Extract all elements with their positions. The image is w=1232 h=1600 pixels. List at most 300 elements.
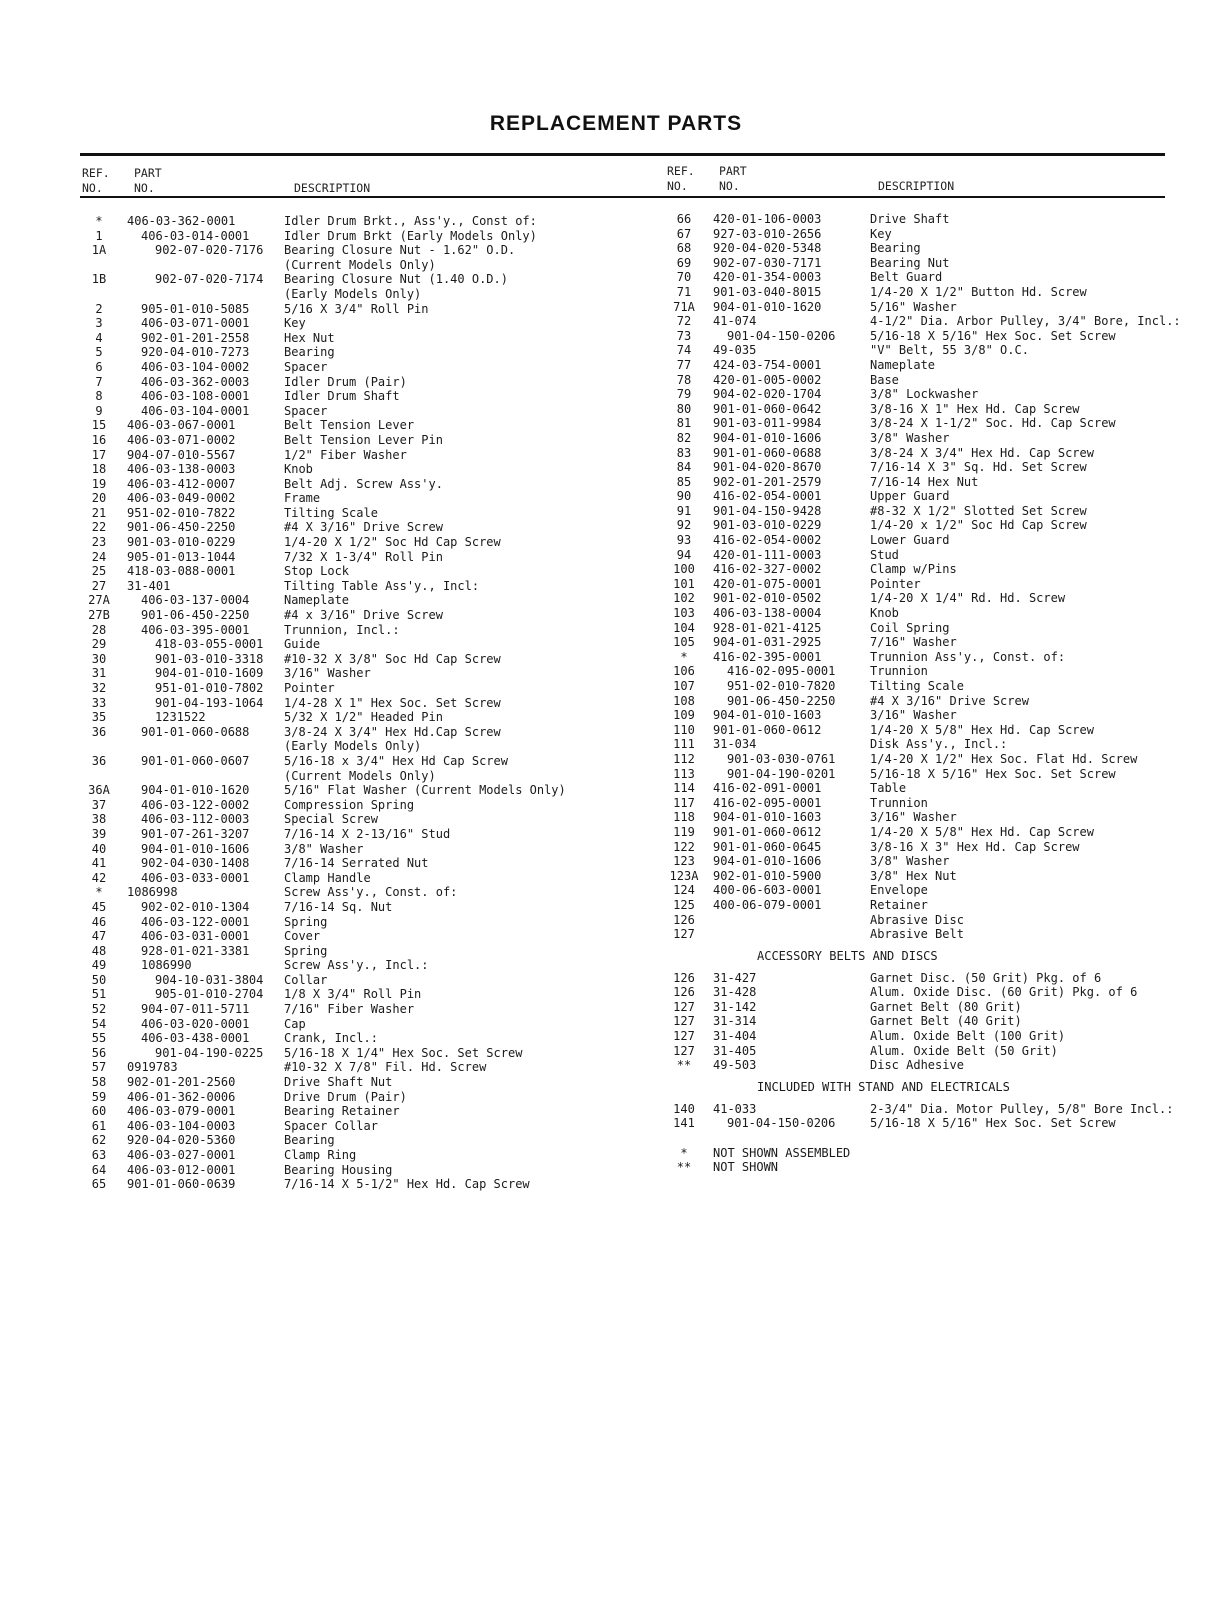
table-row (82, 360, 642, 375)
table-row (82, 769, 642, 784)
part-description: #4 X 3/16" Drive Screw (284, 520, 443, 535)
part-number: 49-035 (713, 343, 757, 358)
ref-number: 126 (673, 912, 695, 927)
ref-number: 48 (91, 943, 107, 958)
part-description: #10-32 X 7/8" Fil. Hd. Screw (284, 1060, 487, 1075)
part-description: Belt Tension Lever (284, 418, 415, 433)
table-row (665, 329, 1210, 344)
part-number: 31-034 (713, 737, 757, 752)
spacer (665, 1131, 1210, 1146)
table-row (82, 1119, 642, 1134)
table-row (665, 694, 1210, 709)
part-description: 3/8-24 X 3/4" Hex Hd. Cap Screw (870, 445, 1094, 460)
ref-number: 112 (673, 751, 695, 766)
ref-number: 127 (673, 1014, 695, 1029)
part-description: Pointer (870, 576, 921, 591)
ref-number: 36A (88, 783, 110, 798)
part-number: 901-04-150-9428 (713, 503, 822, 518)
ref-number: 90 (676, 489, 692, 504)
ref-number: 22 (91, 520, 107, 535)
part-number: 927-03-010-2656 (713, 226, 822, 241)
table-row (82, 987, 642, 1002)
ref-number: 140 (673, 1101, 695, 1116)
table-row (665, 1014, 1210, 1029)
table-row (82, 302, 642, 317)
part-number: 406-03-014-0001 (141, 228, 250, 243)
part-description: 3/16" Washer (284, 666, 371, 681)
part-number: 424-03-754-0001 (713, 357, 822, 372)
part-description: 2-3/4" Dia. Motor Pulley, 5/8" Bore Incl.: (870, 1101, 1174, 1116)
ref-number: 45 (91, 899, 107, 914)
table-row (665, 869, 1210, 884)
ref-number: 127 (673, 1043, 695, 1058)
part-description: "V" Belt, 55 3/8" O.C. (870, 343, 1029, 358)
ref-number: 37 (91, 797, 107, 812)
table-row (665, 635, 1210, 650)
part-description: Alum. Oxide Belt (50 Grit) (870, 1043, 1058, 1058)
ref-number: 61 (91, 1118, 107, 1133)
part-number: 406-03-104-0003 (127, 1118, 236, 1133)
ref-number: 38 (91, 812, 107, 827)
ref-number: 59 (91, 1089, 107, 1104)
part-description: Clamp w/Pins (870, 562, 957, 577)
table-row (665, 489, 1210, 504)
part-number: 904-01-010-1606 (713, 854, 822, 869)
ref-number: 5 (95, 345, 103, 360)
table-row (665, 562, 1210, 577)
part-description: Cap (284, 1016, 306, 1031)
part-number: 1086998 (127, 885, 178, 900)
table-row (82, 331, 642, 346)
part-description: Bearing (284, 1133, 335, 1148)
table-row (82, 725, 642, 740)
ref-number: 41 (91, 856, 107, 871)
part-number: 905-01-013-1044 (127, 549, 236, 564)
ref-number: 49 (91, 958, 107, 973)
part-number: 406-03-031-0001 (141, 929, 250, 944)
part-description: 5/16-18 X 5/16" Hex Soc. Set Screw (870, 1116, 1116, 1131)
part-description: Spacer Collar (284, 1118, 378, 1133)
part-description: 7/16-14 Sq. Nut (284, 899, 393, 914)
ref-number: 1A (91, 243, 107, 258)
table-row (82, 243, 642, 258)
table-row (82, 812, 642, 827)
table-row (665, 810, 1210, 825)
part-number: 31-427 (713, 970, 757, 985)
part-description: Key (284, 316, 306, 331)
part-number: 920-04-020-5360 (127, 1133, 236, 1148)
ref-number: 9 (95, 403, 103, 418)
part-description: Garnet Belt (80 Grit) (870, 999, 1022, 1014)
table-row (665, 460, 1210, 475)
ref-number: 4 (95, 330, 103, 345)
part-description: Knob (284, 462, 313, 477)
part-description: #4 x 3/16" Drive Screw (284, 608, 443, 623)
part-description: Garnet Disc. (50 Grit) Pkg. of 6 (870, 970, 1102, 985)
part-number: 901-07-261-3207 (141, 826, 250, 841)
part-number: 904-01-010-1620 (141, 783, 250, 798)
part-number: 31-142 (713, 999, 757, 1014)
table-row (82, 842, 642, 857)
table-row (665, 840, 1210, 855)
table-row (82, 1104, 642, 1119)
right-header-ref: REF. NO. (667, 164, 695, 193)
part-number: 951-02-010-7822 (127, 505, 236, 520)
table-row (82, 579, 642, 594)
table-row (665, 373, 1210, 388)
part-description: 5/16" Washer (870, 299, 957, 314)
part-number: 902-01-201-2560 (127, 1075, 236, 1090)
ref-number: 74 (676, 343, 692, 358)
ref-number: 17 (91, 447, 107, 462)
ref-number: 101 (673, 576, 695, 591)
part-number: 406-03-438-0001 (141, 1031, 250, 1046)
ref-number: 127 (673, 999, 695, 1014)
table-row (82, 345, 642, 360)
ref-number: 63 (91, 1148, 107, 1162)
table-row (665, 650, 1210, 665)
part-number: 406-03-104-0001 (141, 403, 250, 418)
ref-number: 3 (95, 316, 103, 331)
table-row (82, 229, 642, 244)
table-row (82, 535, 642, 550)
table-row (82, 272, 642, 287)
part-description: Pointer (284, 681, 335, 695)
footnote (665, 1146, 1210, 1161)
part-description: Disc Adhesive (870, 1058, 964, 1073)
part-number: 406-03-112-0003 (141, 812, 250, 827)
part-description: Stud (870, 547, 899, 562)
table-row (665, 825, 1210, 840)
part-number: 902-07-020-7176 (155, 243, 264, 258)
table-row (82, 915, 642, 930)
part-number: 901-01-060-0612 (713, 722, 822, 737)
part-description: (Current Models Only) (284, 768, 436, 783)
part-number: 406-03-138-0003 (127, 462, 236, 477)
footnote-symbol: ** (676, 1160, 692, 1175)
part-number: 406-03-122-0001 (141, 914, 250, 929)
part-description: Bearing Closure Nut - 1.62" O.D. (284, 243, 516, 258)
ref-number: 46 (91, 914, 107, 929)
part-number: 0919783 (127, 1060, 178, 1075)
part-number: 406-03-067-0001 (127, 418, 236, 433)
part-description: Bearing Retainer (284, 1104, 400, 1119)
part-number: 901-03-010-0229 (127, 535, 236, 550)
table-row (665, 212, 1210, 227)
table-row (665, 1102, 1210, 1117)
part-number: 920-04-020-5348 (713, 241, 822, 256)
ref-number: 105 (673, 635, 695, 650)
part-description: Disk Ass'y., Incl.: (870, 737, 1008, 752)
header-rule-top (80, 153, 1165, 156)
part-number: 901-04-020-8670 (713, 460, 822, 475)
part-description: #10-32 X 3/8" Soc Hd Cap Screw (284, 651, 501, 666)
part-number: 416-02-091-0001 (713, 781, 822, 796)
part-number: 904-01-010-1603 (713, 810, 822, 825)
part-number: 901-04-190-0225 (155, 1045, 264, 1060)
table-row (82, 258, 642, 273)
footnote-text: NOT SHOWN ASSEMBLED (713, 1145, 851, 1160)
table-row (665, 723, 1210, 738)
part-description: 4-1/2" Dia. Arbor Pulley, 3/4" Bore, Incl.: (870, 314, 1181, 329)
part-number: 904-01-010-1606 (141, 841, 250, 856)
ref-number: 71A (673, 299, 695, 314)
ref-number: 24 (91, 549, 107, 564)
table-row (82, 1002, 642, 1017)
part-description: Collar (284, 972, 328, 987)
right-header-part: PART NO. (719, 164, 747, 193)
part-number: 951-01-010-7802 (155, 681, 264, 695)
ref-number: 55 (91, 1031, 107, 1046)
part-description: 1/4-20 X 1/2" Hex Soc. Flat Hd. Screw (870, 751, 1138, 766)
part-number: 904-01-010-1606 (713, 430, 822, 445)
part-number: 406-03-137-0004 (141, 593, 250, 608)
part-number: 406-03-362-0001 (127, 214, 236, 228)
left-parts-column (82, 214, 642, 1192)
table-row (82, 798, 642, 813)
ref-number: 125 (673, 897, 695, 912)
table-row (665, 1029, 1210, 1044)
part-number: 420-01-111-0003 (713, 547, 822, 562)
part-description: Abrasive Disc (870, 912, 964, 927)
part-description: 3/16" Washer (870, 810, 957, 825)
table-row (665, 796, 1210, 811)
part-description: Cover (284, 929, 321, 944)
table-row (665, 533, 1210, 548)
ref-number: 51 (91, 987, 107, 1002)
ref-number: * (95, 885, 103, 900)
ref-number: 85 (676, 474, 692, 489)
part-description: Table (870, 781, 907, 796)
table-row (82, 739, 642, 754)
part-description: Frame (284, 491, 321, 506)
part-description: Idler Drum (Pair) (284, 374, 407, 389)
part-description: Coil Spring (870, 620, 950, 635)
part-number: 41-033 (713, 1101, 757, 1116)
part-number: 901-03-030-0761 (727, 751, 836, 766)
part-description: 7/16-14 X 5-1/2" Hex Hd. Cap Screw (284, 1177, 530, 1192)
part-description: 7/16-14 X 3" Sq. Hd. Set Screw (870, 460, 1087, 475)
table-row (665, 1044, 1210, 1059)
table-row (82, 783, 642, 798)
ref-number: 107 (673, 679, 695, 693)
part-description: 5/16 X 3/4" Roll Pin (284, 301, 429, 316)
table-row (665, 708, 1210, 723)
part-number: 901-01-060-0607 (141, 753, 250, 768)
part-number: 416-02-395-0001 (713, 649, 822, 664)
table-row (665, 985, 1210, 1000)
part-description: (Current Models Only) (284, 257, 436, 272)
ref-number: 103 (673, 606, 695, 621)
part-number: 31-428 (713, 985, 757, 1000)
part-description: Guide (284, 637, 321, 652)
table-row (665, 431, 1210, 446)
part-description: 3/8-24 X 3/4" Hex Hd.Cap Screw (284, 724, 501, 739)
part-number: 901-02-010-0502 (713, 591, 822, 606)
table-row (82, 375, 642, 390)
ref-number: 126 (673, 985, 695, 1000)
ref-number: 27A (88, 593, 110, 608)
table-row (665, 227, 1210, 242)
part-description: Trunnion, Incl.: (284, 622, 400, 637)
part-description: 3/8" Lockwasher (870, 387, 979, 402)
ref-number: 127 (673, 1029, 695, 1044)
left-header-ref: REF. NO. (82, 166, 110, 195)
part-description: 1/4-20 X 5/8" Hex Hd. Cap Screw (870, 824, 1094, 839)
ref-number: 7 (95, 374, 103, 389)
table-row (82, 1060, 642, 1075)
part-number: 416-02-095-0001 (713, 795, 822, 810)
ref-number: 15 (91, 418, 107, 433)
part-description: Clamp Handle (284, 870, 371, 885)
part-description: Screw Ass'y., Const. of: (284, 885, 458, 900)
part-number: 902-01-010-5900 (713, 868, 822, 883)
ref-number: 78 (676, 372, 692, 387)
ref-number: 33 (91, 695, 107, 710)
part-description: 1/4-20 X 1/2" Soc Hd Cap Screw (284, 535, 501, 550)
table-row (665, 971, 1210, 986)
ref-number: 109 (673, 708, 695, 723)
table-row (665, 752, 1210, 767)
part-number: 901-01-060-0642 (713, 401, 822, 416)
part-description: Idler Drum Shaft (284, 389, 400, 404)
table-row (82, 1046, 642, 1061)
ref-number: 118 (673, 810, 695, 825)
part-description: 1/4-20 X 1/4" Rd. Hd. Screw (870, 591, 1066, 606)
ref-number: 141 (673, 1116, 695, 1131)
ref-number: 70 (676, 270, 692, 285)
ref-number: 1B (91, 272, 107, 287)
part-number: 406-03-071-0002 (127, 432, 236, 447)
part-number: 901-04-193-1064 (155, 695, 264, 710)
part-number: 901-06-450-2250 (727, 693, 836, 708)
part-number: 901-01-060-0645 (713, 839, 822, 854)
part-number: 406-01-362-0006 (127, 1089, 236, 1104)
ref-number: 64 (91, 1162, 107, 1177)
part-description: 7/16-14 X 2-13/16" Stud (284, 826, 451, 841)
ref-number: 106 (673, 664, 695, 679)
table-row (82, 871, 642, 886)
part-description: 1/2" Fiber Washer (284, 447, 407, 462)
part-description: 1/4-20 X 5/8" Hex Hd. Cap Screw (870, 722, 1094, 737)
right-parts-column (665, 212, 1210, 1175)
part-description: 5/16-18 X 5/16" Hex Soc. Set Screw (870, 328, 1116, 343)
ref-number: 80 (676, 401, 692, 416)
part-number: 902-07-030-7171 (713, 255, 822, 270)
part-number: 905-01-010-2704 (155, 987, 264, 1002)
part-number: 902-07-020-7174 (155, 272, 264, 287)
part-number: 418-03-088-0001 (127, 564, 236, 579)
part-description: Compression Spring (284, 797, 415, 812)
table-row (665, 358, 1210, 373)
ref-number: 83 (676, 445, 692, 460)
part-description: (Early Models Only) (284, 739, 422, 754)
part-number: 904-07-011-5711 (141, 1002, 250, 1017)
part-number: 902-01-201-2558 (141, 330, 250, 345)
part-number: 31-404 (713, 1029, 757, 1044)
ref-number: 81 (676, 416, 692, 431)
part-number: 904-01-031-2925 (713, 635, 822, 650)
part-number: 406-03-395-0001 (141, 622, 250, 637)
part-number: 928-01-021-4125 (713, 620, 822, 635)
ref-number: 102 (673, 591, 695, 606)
table-row (665, 402, 1210, 417)
ref-number: 117 (673, 795, 695, 810)
part-description: 3/8" Washer (870, 854, 950, 869)
ref-number: 28 (91, 622, 107, 637)
ref-number: 16 (91, 432, 107, 447)
part-description: Retainer (870, 897, 928, 912)
ref-number: 40 (91, 841, 107, 856)
page-title: REPLACEMENT PARTS (489, 112, 743, 135)
table-row (82, 593, 642, 608)
table-row (82, 564, 642, 579)
table-row (665, 927, 1210, 942)
part-description: Knob (870, 606, 899, 621)
part-description: Bearing Housing (284, 1162, 393, 1177)
part-description: Spacer (284, 359, 328, 374)
ref-number: 30 (91, 651, 107, 666)
part-description: Bearing Nut (870, 255, 950, 270)
part-number: 901-01-060-0688 (713, 445, 822, 460)
ref-number: 31 (91, 666, 107, 681)
part-number: 31-314 (713, 1014, 757, 1029)
part-description: Belt Tension Lever Pin (284, 432, 443, 447)
part-number: 901-01-060-0688 (141, 724, 250, 739)
part-description: Hex Nut (284, 330, 335, 345)
table-row (665, 913, 1210, 928)
table-row (665, 1058, 1210, 1073)
ref-number: 23 (91, 535, 107, 550)
table-row (82, 404, 642, 419)
table-row (665, 270, 1210, 285)
part-description: 3/8-16 X 1" Hex Hd. Cap Screw (870, 401, 1080, 416)
part-number: 406-03-049-0002 (127, 491, 236, 506)
part-description: Tilting Table Ass'y., Incl: (284, 578, 480, 593)
part-description: Lower Guard (870, 533, 950, 548)
table-row (82, 389, 642, 404)
part-number: 406-03-027-0001 (127, 1148, 236, 1162)
ref-number: 36 (91, 724, 107, 739)
part-description: Alum. Oxide Belt (100 Grit) (870, 1029, 1066, 1044)
ref-number: 127 (673, 927, 695, 942)
ref-number: 94 (676, 547, 692, 562)
part-description: Crank, Incl.: (284, 1031, 378, 1046)
part-number: 41-074 (713, 314, 757, 329)
ref-number: 47 (91, 929, 107, 944)
ref-number: 73 (676, 328, 692, 343)
table-row (82, 681, 642, 696)
ref-number: 82 (676, 430, 692, 445)
part-number: 400-06-603-0001 (713, 883, 822, 898)
part-description: 7/16" Washer (870, 635, 957, 650)
table-row (82, 1177, 642, 1192)
part-number: 901-04-190-0201 (727, 766, 836, 781)
part-number: 31-401 (127, 578, 171, 593)
table-row (665, 387, 1210, 402)
table-row (82, 462, 642, 477)
part-description: Nameplate (284, 593, 350, 608)
part-description: Idler Drum Brkt (Early Models Only) (284, 228, 537, 243)
ref-number: 119 (673, 824, 695, 839)
ref-number: 72 (676, 314, 692, 329)
table-row (665, 256, 1210, 271)
ref-number: 108 (673, 693, 695, 708)
table-row (665, 1000, 1210, 1015)
part-description: Spring (284, 943, 328, 958)
part-description: #4 X 3/16" Drive Screw (870, 693, 1029, 708)
footnote (665, 1160, 1210, 1175)
